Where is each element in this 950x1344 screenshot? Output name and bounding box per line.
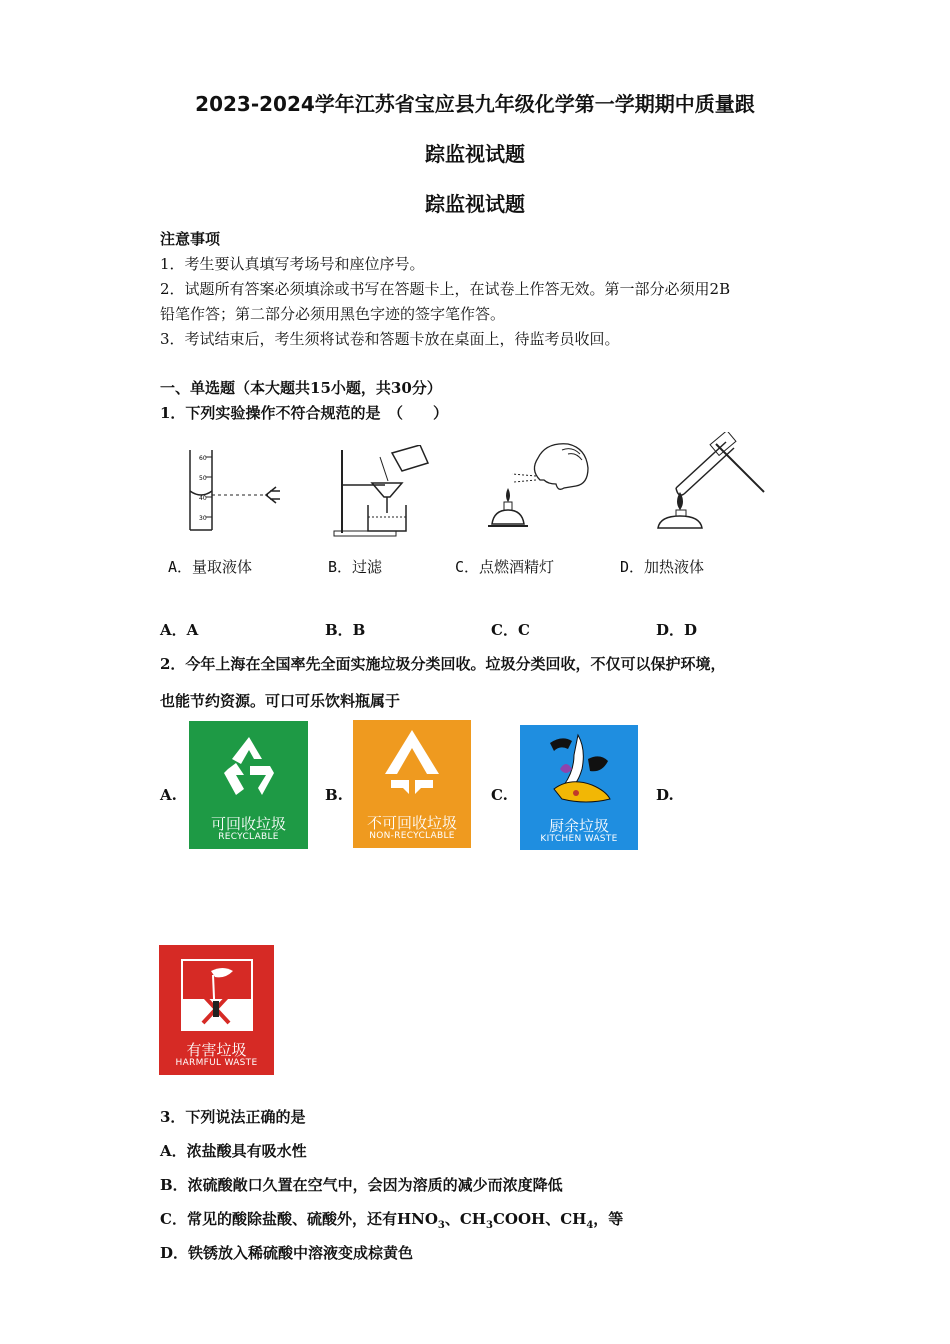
scale-label-50: 50	[199, 475, 207, 482]
question-3-stem: 3．下列说法正确的是	[160, 1108, 306, 1126]
q1-caption-c: C．点燃酒精灯	[455, 558, 555, 576]
scale-label-40: 40	[199, 495, 207, 502]
q2-label-c: C.	[491, 786, 508, 804]
question-2-stem-cont: 也能节约资源。可口可乐饮料瓶属于	[160, 692, 401, 710]
q3-option-c	[160, 1208, 623, 1231]
q1-caption-a: A．量取液体	[168, 558, 253, 576]
q1-option-d: D．D	[656, 621, 698, 639]
non-recyclable-bin-sign	[353, 720, 471, 848]
non-recyclable-icon	[377, 728, 447, 800]
q3-option-c-text2: 、CH	[444, 1210, 486, 1228]
notice-item-2: 2．试题所有答案必须填涂或书写在答题卡上，在试卷上作答无效。第一部分必须用2B	[160, 280, 731, 298]
recyclable-label-en: RECYCLABLE	[218, 832, 279, 842]
q2-label-a: A.	[160, 786, 177, 804]
page-title-line3: 踪监视试题	[425, 192, 525, 216]
harmful-icon	[189, 965, 247, 1027]
non-recyclable-label-en: NON-RECYCLABLE	[369, 831, 455, 841]
q3-option-c-text3: COOH、CH	[492, 1210, 587, 1228]
q3-option-c-sub3: 4	[586, 1220, 594, 1231]
scale-label-30: 30	[199, 515, 207, 522]
q3-option-b: B．浓硫酸敞口久置在空气中，会因为溶质的减少而浓度降低	[160, 1176, 563, 1194]
notice-item-3: 3．考试结束后，考生须将试卷和答题卡放在桌面上，待监考员收回。	[160, 330, 620, 348]
q2-label-b: B.	[325, 786, 343, 804]
page-title: 2023-2024学年江苏省宝应县九年级化学第一学期期中质量跟	[195, 92, 755, 116]
harmful-waste-label-en: HARMFUL WASTE	[175, 1058, 258, 1068]
kitchen-waste-bin-sign	[520, 725, 638, 850]
non-recyclable-label-zh: 不可回收垃圾	[366, 814, 457, 832]
kitchen-waste-label-en: KITCHEN WASTE	[540, 834, 618, 844]
harmful-waste-label-zh: 有害垃圾	[186, 1041, 247, 1059]
q1-caption-d: D．加热液体	[620, 558, 705, 576]
question-1-stem: 1．下列实验操作不符合规范的是 （ ）	[160, 404, 448, 422]
section-heading: 一、单选题（本大题共15小题，共30分）	[160, 379, 442, 397]
page-title-line2: 踪监视试题	[425, 142, 525, 166]
q1-option-c: C．C	[491, 621, 530, 639]
q2-label-d: D.	[656, 786, 674, 804]
q3-option-d: D．铁锈放入稀硫酸中溶液变成棕黄色	[160, 1244, 414, 1262]
harmful-icon-frame	[181, 959, 253, 1031]
recycle-icon	[214, 733, 284, 799]
notice-item-2-cont: 铅笔作答；第二部分必须用黑色字迹的签字笔作答。	[160, 305, 506, 323]
kitchen-waste-icon	[542, 729, 618, 807]
heating-liquid-figure	[640, 432, 770, 532]
q3-option-a: A．浓盐酸具有吸水性	[160, 1142, 307, 1160]
q1-caption-b: B．过滤	[328, 558, 383, 576]
q3-option-c-text4: ，等	[593, 1210, 624, 1228]
q3-option-c-sub: 3	[437, 1220, 445, 1231]
question-2-stem: 2．今年上海在全国率先全面实施垃圾分类回收。垃圾分类回收，不仅可以保护环境，	[160, 655, 726, 673]
q3-option-c-sub2: 3	[485, 1220, 493, 1231]
alcohol-lamp-figure	[480, 440, 600, 535]
kitchen-waste-label-zh: 厨余垃圾	[548, 817, 609, 835]
recyclable-label-zh: 可回收垃圾	[210, 815, 286, 833]
filtration-figure	[330, 445, 440, 540]
notice-heading: 注意事项	[160, 230, 221, 248]
harmful-waste-bin-sign	[159, 945, 274, 1075]
scale-label-60: 60	[199, 455, 207, 462]
q1-option-a: A．A	[160, 621, 199, 639]
notice-item-1: 1．考生要认真填写考场号和座位序号。	[160, 255, 425, 273]
recyclable-bin-sign	[189, 721, 308, 849]
measuring-cylinder-figure	[180, 445, 290, 535]
q3-option-c-text: C．常见的酸除盐酸、硫酸外，还有HNO	[160, 1210, 438, 1228]
q1-option-b: B．B	[325, 621, 366, 639]
